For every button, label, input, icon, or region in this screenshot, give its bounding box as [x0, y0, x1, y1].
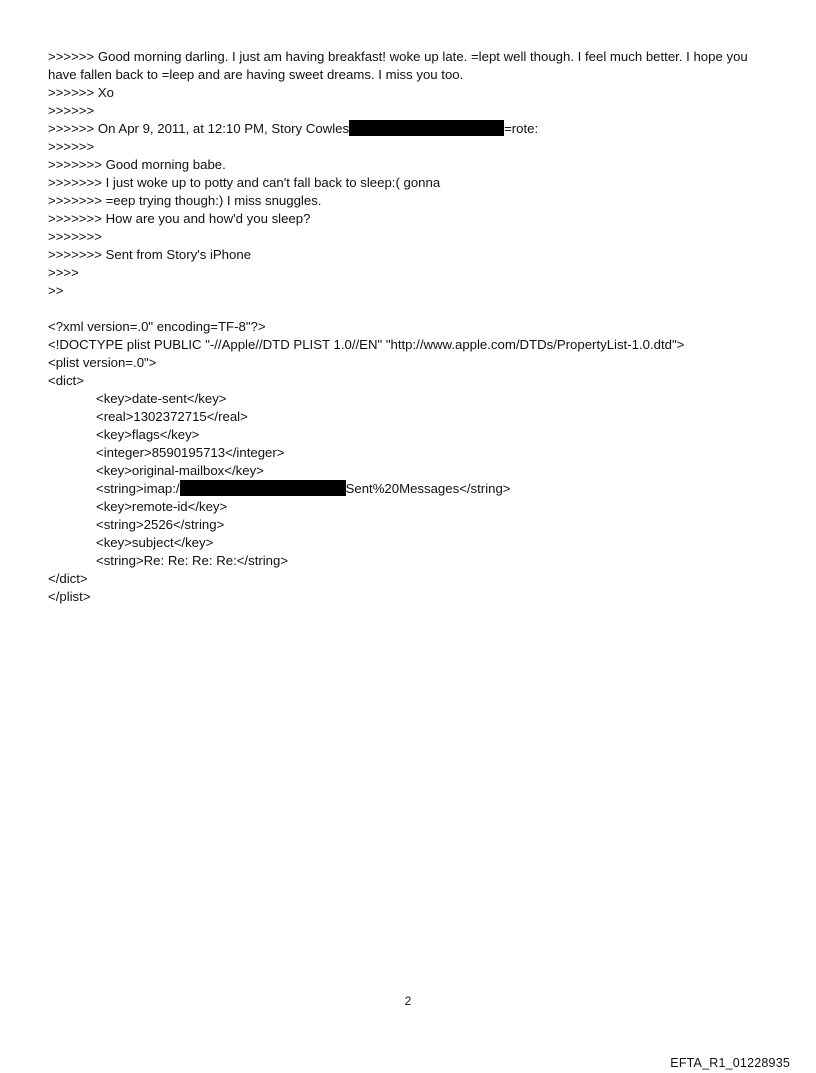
email-line: >>>>>>> =eep trying though:) I miss snuggles. [48, 193, 322, 208]
email-header-prefix: >>>>>> On Apr 9, 2011, at 12:10 PM, Story Cowles [48, 121, 350, 136]
email-line: >>>>>>> I just woke up to potty and can't fall back to sleep:( gonna [48, 175, 441, 190]
document-body [48, 48, 768, 606]
email-line: >>>>>> [48, 103, 95, 118]
email-line: >>>> [48, 265, 79, 280]
dict-close: </dict> [48, 571, 88, 586]
plist-close: </plist> [48, 589, 91, 604]
email-line: >>>>>>> Good morning babe. [48, 157, 226, 172]
email-line: >>>>>> Good morning darling. I just am having breakfast! woke up late. =lept well though. I feel much better. I hope you have fallen back to =leep and are having sweet dreams. I miss you too. [48, 49, 748, 82]
xml-doctype: <!DOCTYPE plist PUBLIC "-//Apple//DTD PLIST 1.0//EN" "http://www.apple.com/DTDs/PropertyList-1.0.dtd"> [48, 337, 685, 352]
email-line: >>>>>>> How are you and how'd you sleep? [48, 211, 311, 226]
imap-suffix: Sent%20Messages</string> [345, 481, 511, 496]
imap-prefix: <string>imap:/ [96, 481, 180, 496]
document-id: EFTA_R1_01228935 [670, 1056, 790, 1070]
blank-line [48, 300, 768, 318]
plist-entry: <key>subject</key> [96, 535, 214, 550]
email-line: >>>>>>> [48, 229, 102, 244]
plist-open: <plist version=.0"> [48, 355, 157, 370]
redaction-box [180, 480, 346, 496]
plist-entry: <string>Re: Re: Re: Re:</string> [96, 553, 289, 568]
email-line: >> [48, 283, 64, 298]
email-header-line [48, 120, 768, 138]
email-line: >>>>>> [48, 139, 95, 154]
plist-entry: <string>2526</string> [96, 517, 225, 532]
plist-entry: <key>original-mailbox</key> [96, 463, 264, 478]
xml-declaration: <?xml version=.0" encoding=TF-8"?> [48, 319, 266, 334]
email-header-suffix: =rote: [504, 121, 539, 136]
dict-open: <dict> [48, 373, 84, 388]
email-line: >>>>>>> Sent from Story's iPhone [48, 247, 252, 262]
plist-imap-entry [48, 480, 768, 498]
plist-entry: <integer>8590195713</integer> [96, 445, 285, 460]
redaction-box [349, 120, 504, 136]
email-line: >>>>>> Xo [48, 85, 115, 100]
plist-entry: <key>flags</key> [96, 427, 200, 442]
plist-entry: <real>1302372715</real> [96, 409, 248, 424]
plist-entry: <key>remote-id</key> [96, 499, 228, 514]
plist-entry: <key>date-sent</key> [96, 391, 227, 406]
page-number: 2 [404, 994, 412, 1008]
